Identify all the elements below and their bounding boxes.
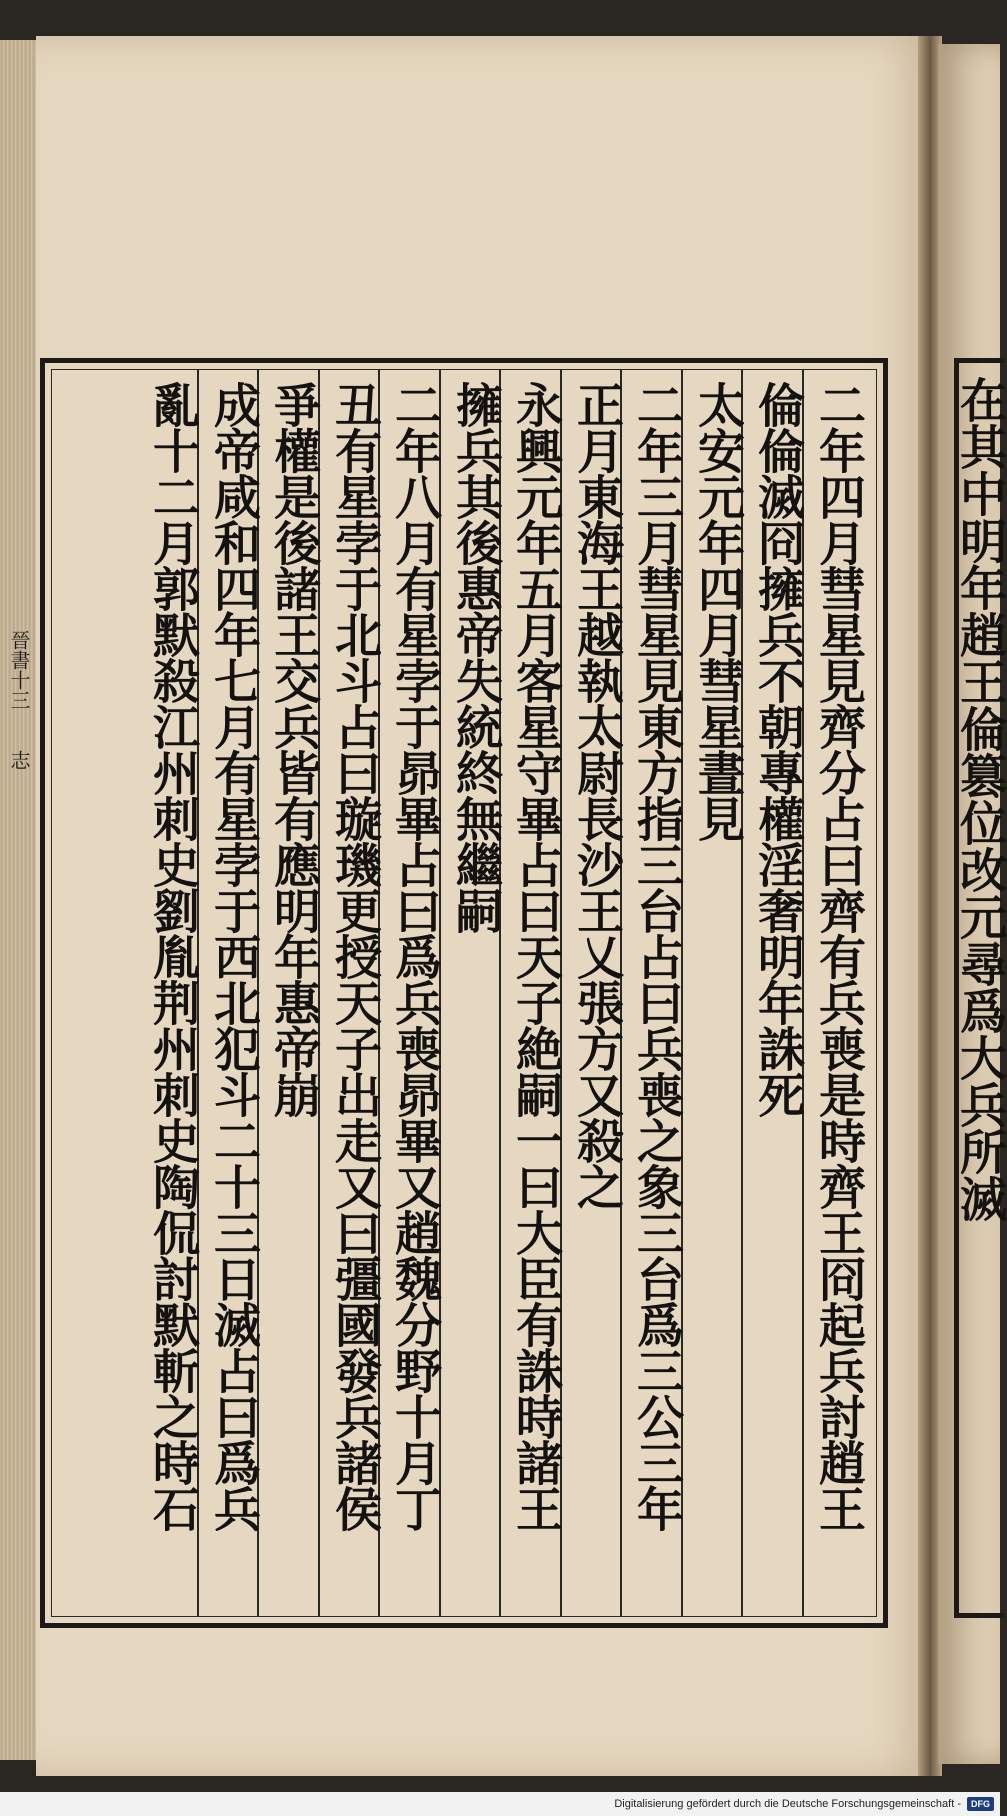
text-column-4: 二年三月彗星見東方指三台占曰兵喪之象三台爲三公三年 xyxy=(629,381,684,1531)
text-column-7: 擁兵其後惠帝失統終無繼嗣 xyxy=(448,381,503,933)
right-page-column: 在其中明年趙王倫篡位改元尋爲大兵所滅 xyxy=(952,376,1007,1222)
text-column-3: 太安元年四月彗星晝見 xyxy=(690,381,745,841)
text-column-1: 二年四月彗星見齊分占曰齊有兵喪是時齊王冏起兵討趙王 xyxy=(811,381,866,1531)
text-column-2: 倫倫滅冏擁兵不朝專權淫奢明年誅死 xyxy=(750,381,805,1117)
text-column-6: 永興元年五月客星守畢占曰天子絶嗣一曰大臣有誅時諸王 xyxy=(508,381,563,1531)
footer-credit: Digitalisierung gefördert durch die Deutsche Forschungsgemeinschaft - xyxy=(614,1798,961,1810)
margin-label: 晉書十三 志 xyxy=(7,630,31,770)
text-column-10: 爭權是後諸王交兵皆有應明年惠帝崩 xyxy=(266,381,321,1117)
text-column-8: 二年八月有星孛于昴畢占曰爲兵喪昴畢又趙魏分野十月丁 xyxy=(387,381,442,1531)
text-frame xyxy=(40,358,888,1628)
digitization-footer xyxy=(0,1792,1000,1816)
dfg-logo: DFG xyxy=(967,1797,994,1811)
text-column-11: 成帝咸和四年七月有星孛于西北犯斗二十三日滅占曰爲兵 xyxy=(206,381,261,1531)
text-column-9: 丑有星孛于北斗占曰璇璣更授天子出走又曰彊國發兵諸侯 xyxy=(327,381,382,1531)
text-column-12: 亂十二月郭默殺江州刺史劉胤荆州刺史陶侃討默斬之時石 xyxy=(145,381,200,1531)
text-column-5: 正月東海王越執太尉長沙王乂張方又殺之 xyxy=(569,381,624,1209)
